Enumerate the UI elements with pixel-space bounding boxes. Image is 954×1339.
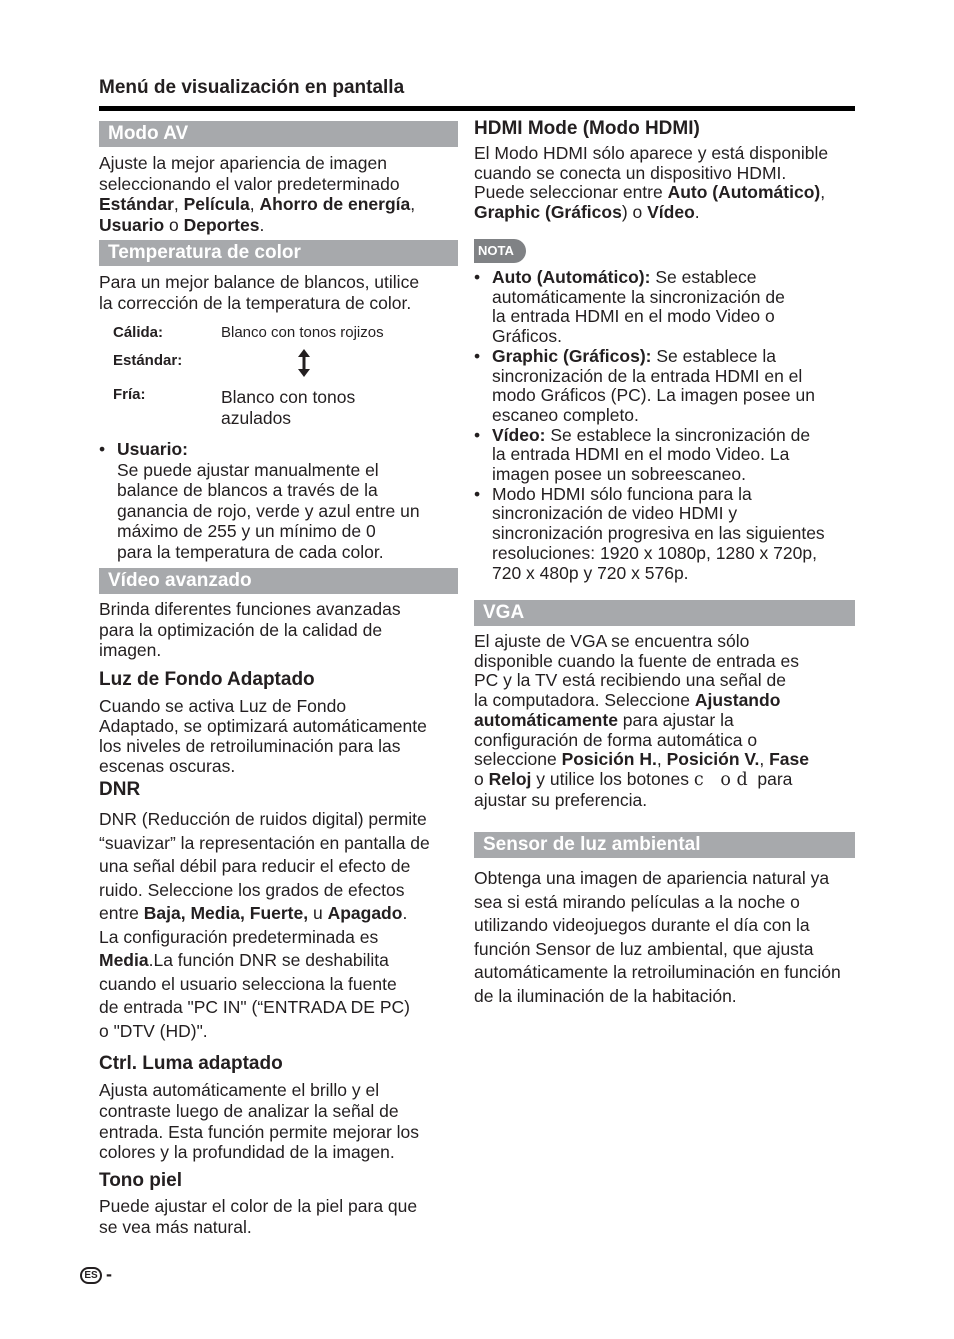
heading-dnr: DNR [99, 779, 141, 800]
text-line: máximo de 255 y un mínimo de 0 [117, 521, 376, 542]
temperatura-text [99, 272, 419, 313]
dnr-text [99, 808, 430, 1043]
text-line: para la optimización de la calidad de [99, 619, 383, 640]
text-line: 720 x 480p y 720 x 576p. [492, 562, 689, 583]
text-span: seleccione [474, 749, 562, 770]
text-line [474, 183, 828, 203]
text-line: Adaptado, se optimizará automáticamente [99, 716, 427, 736]
fria-label: Fría: [113, 386, 146, 403]
section-bar-video-avanzado: Vídeo avanzado [99, 568, 458, 594]
text-span: , [820, 182, 826, 203]
text-span: Se establece [650, 267, 757, 287]
text-line: Ajuste la mejor apariencia de imagen [99, 153, 387, 173]
text-span: Se establece la [651, 345, 777, 366]
video-avanzado-text [99, 599, 401, 661]
up-down-arrow-icon [296, 348, 312, 378]
tono-piel-text [99, 1196, 417, 1238]
text-line [99, 215, 415, 236]
bold-span: Media [99, 950, 149, 970]
section-bar-modo-av: Modo AV [99, 121, 458, 147]
text-span: ) o [621, 202, 648, 223]
bold-span: Baja, Media, Fuerte, [143, 903, 309, 923]
section-bar-vga: VGA [474, 600, 855, 626]
text-line: sincronización de video HDMI y [492, 503, 738, 524]
text-span: Puede seleccionar entre [474, 182, 668, 203]
nota-badge: NOTA [474, 239, 526, 263]
text-line: La configuración predeterminada es [99, 926, 379, 947]
heading-tono-piel: Tono piel [99, 1170, 183, 1191]
list-item [474, 347, 825, 426]
text-line: El ajuste de VGA se encuentra sólo [474, 631, 750, 651]
text-line: o "DTV (HD)". [99, 1020, 208, 1041]
heading-luz-fondo: Luz de Fondo Adaptado [99, 669, 315, 690]
text-span: . [402, 903, 408, 923]
luz-fondo-text [99, 696, 427, 776]
separator: , [410, 194, 416, 214]
text-line: Puede ajustar el color de la piel para que [99, 1196, 418, 1216]
text-line: DNR (Reducción de ruidos digital) permite [99, 809, 427, 829]
text-line: entrada. Esta función permite mejorar los [99, 1121, 420, 1142]
luma-text [99, 1080, 419, 1163]
text-line [99, 949, 430, 973]
section-bar-temperatura: Temperatura de color [99, 240, 458, 266]
text-line [474, 203, 828, 223]
text-line: “suavizar” la representación en pantalla de [99, 832, 430, 853]
page-title: Menú de visualización en pantalla [99, 77, 405, 98]
text-line: la entrada HDMI en el modo Video. La [492, 444, 790, 465]
heading-hdmi: HDMI Mode (Modo HDMI) [474, 118, 700, 139]
bold-span: Auto (Automático) [667, 182, 821, 203]
text-span: .La función DNR se deshabilita [148, 950, 389, 970]
text-line: ruido. Seleccione los grados de efectos [99, 879, 405, 900]
text-line: sincronización progresiva en las siguientes [492, 523, 825, 544]
text-line: escaneo completo. [492, 404, 639, 425]
text-line: Brinda diferentes funciones avanzadas [99, 599, 401, 619]
header-rule [99, 106, 855, 111]
option-estandar: Estándar [99, 194, 174, 214]
bold-span: Vídeo [647, 202, 695, 223]
fria-value [221, 387, 355, 428]
usuario-list [99, 439, 420, 563]
option-ahorro: Ahorro de energía [259, 194, 411, 214]
calida-label: Cálida: [113, 324, 164, 341]
text-line: sincronización de la entrada HDMI en el [492, 365, 803, 386]
text-span: , [759, 749, 770, 770]
modo-av-text [99, 153, 415, 235]
text-line: la entrada HDMI en el modo Video o [492, 306, 775, 327]
text-line: azulados [221, 407, 292, 428]
text-line: disponible cuando la fuente de entrada es [474, 650, 799, 671]
text-span: u [308, 903, 328, 923]
separator: o [164, 214, 184, 235]
list-item [474, 485, 825, 584]
bold-span: automáticamente [474, 709, 618, 730]
list-item [99, 439, 420, 563]
calida-value: Blanco con tonos rojizos [221, 324, 384, 341]
text-line: balance de blancos a través de la [117, 480, 378, 501]
text-line: automáticamente la sincronización de [492, 286, 785, 307]
heading-luma: Ctrl. Luma adaptado [99, 1053, 283, 1074]
text-line: imagen posee un sobreescaneo. [492, 464, 746, 485]
text-line: modo Gráficos (PC). La imagen posee un [492, 385, 815, 406]
text-line: de la iluminación de la habitación. [474, 985, 737, 1006]
bold-span: Auto (Automático): [492, 267, 651, 287]
text-line [474, 691, 809, 711]
vga-text [474, 632, 809, 810]
text-line: escenas oscuras. [99, 756, 236, 776]
text-line: los niveles de retroiluminación para las [99, 736, 401, 756]
bold-span: Graphic (Gráficos [474, 202, 622, 223]
text-span: Se establece la sincronización de [545, 424, 811, 445]
text-span: la computadora. Seleccione [474, 690, 695, 711]
text-line: función Sensor de luz ambiental, que ajusta [474, 938, 814, 959]
text-line: Obtenga una imagen de apariencia natural ya [474, 868, 830, 888]
text-span: para [747, 768, 793, 789]
text-line [492, 268, 825, 288]
list-item [474, 426, 825, 485]
text-line: colores y la profundidad de la imagen. [99, 1142, 395, 1163]
text-line: sea si está mirando películas a la noche o [474, 891, 800, 912]
text-span: , [656, 749, 667, 770]
text-line: resoluciones: 1920 x 1080p, 1280 x 720p, [492, 542, 817, 563]
text-line: cuando se conecta un dispositivo HDMI. [474, 162, 787, 183]
text-line: se vea más natural. [99, 1217, 252, 1237]
hdmi-notes-list [474, 268, 825, 583]
bold-span: Vídeo: [492, 424, 546, 445]
text-line: ajustar su preferencia. [474, 789, 648, 810]
text-line [474, 750, 809, 770]
text-line [474, 770, 809, 791]
text-line: imagen. [99, 640, 162, 660]
text-line [492, 426, 825, 446]
text-line: Cuando se activa Luz de Fondo [99, 696, 347, 716]
button-glyphs: c o d [693, 769, 748, 790]
text-span: entre [99, 903, 144, 923]
bold-span: Apagado [327, 903, 403, 923]
text-line [474, 711, 809, 731]
option-usuario: Usuario [99, 214, 165, 235]
text-line: PC y la TV está recibiendo una señal de [474, 670, 786, 691]
text-line [99, 194, 415, 215]
text-span: o [474, 768, 489, 789]
text-line: una señal débil para reducir el efecto de [99, 856, 411, 876]
text-line: para la temperatura de cada color. [117, 541, 384, 562]
section-bar-sensor: Sensor de luz ambiental [474, 832, 855, 858]
separator: . [259, 214, 265, 235]
text-line: Ajusta automáticamente el brillo y el [99, 1080, 380, 1100]
text-line: la corrección de la temperatura de color. [99, 292, 412, 313]
text-line [99, 902, 430, 926]
bold-span: Reloj [488, 768, 532, 789]
bold-span: Graphic (Gráficos): [492, 345, 652, 366]
bold-span: Ajustando [694, 690, 781, 711]
text-line: cuando el usuario selecciona la fuente [99, 973, 397, 994]
text-span: para ajustar la [617, 709, 734, 730]
bold-span: Posición V. [666, 749, 760, 770]
text-line: contraste luego de analizar la señal de [99, 1100, 399, 1121]
text-line: seleccionando el valor predeterminado [99, 173, 400, 194]
text-line: Para un mejor balance de blancos, utilice [99, 272, 420, 292]
text-span: y utilice los botones [531, 768, 694, 789]
text-line: de entrada "PC IN" (“ENTRADA DE PC) [99, 997, 410, 1017]
sensor-text [474, 867, 841, 1008]
separator: , [249, 194, 260, 214]
page-number-dash: - [106, 1264, 112, 1284]
text-line: utilizando videojuegos durante el día con la [474, 915, 810, 935]
estandar-label: Estándar: [113, 352, 183, 369]
option-pelicula: Película [183, 194, 250, 214]
usuario-label: Usuario: [117, 439, 188, 459]
text-line: Gráficos. [492, 326, 563, 347]
bold-span: Posición H. [561, 749, 657, 770]
text-line: • Modo HDMI sólo funciona para la [492, 483, 752, 504]
hdmi-text [474, 144, 828, 223]
text-line: ganancia de rojo, verde y azul entre un [117, 500, 420, 521]
language-badge: ES [80, 1267, 102, 1284]
text-line [492, 347, 825, 367]
list-item [474, 268, 825, 347]
text-span: . [694, 202, 700, 223]
text-line: Blanco con tonos [221, 387, 356, 407]
option-deportes: Deportes [183, 214, 260, 235]
text-line: El Modo HDMI sólo aparece y está disponible [474, 143, 829, 163]
text-line: configuración de forma automática o [474, 729, 758, 750]
separator: , [173, 194, 184, 214]
text-line: Se puede ajustar manualmente el [117, 459, 379, 480]
bold-span: Fase [769, 749, 809, 770]
text-line: automáticamente la retroiluminación en función [474, 962, 841, 982]
